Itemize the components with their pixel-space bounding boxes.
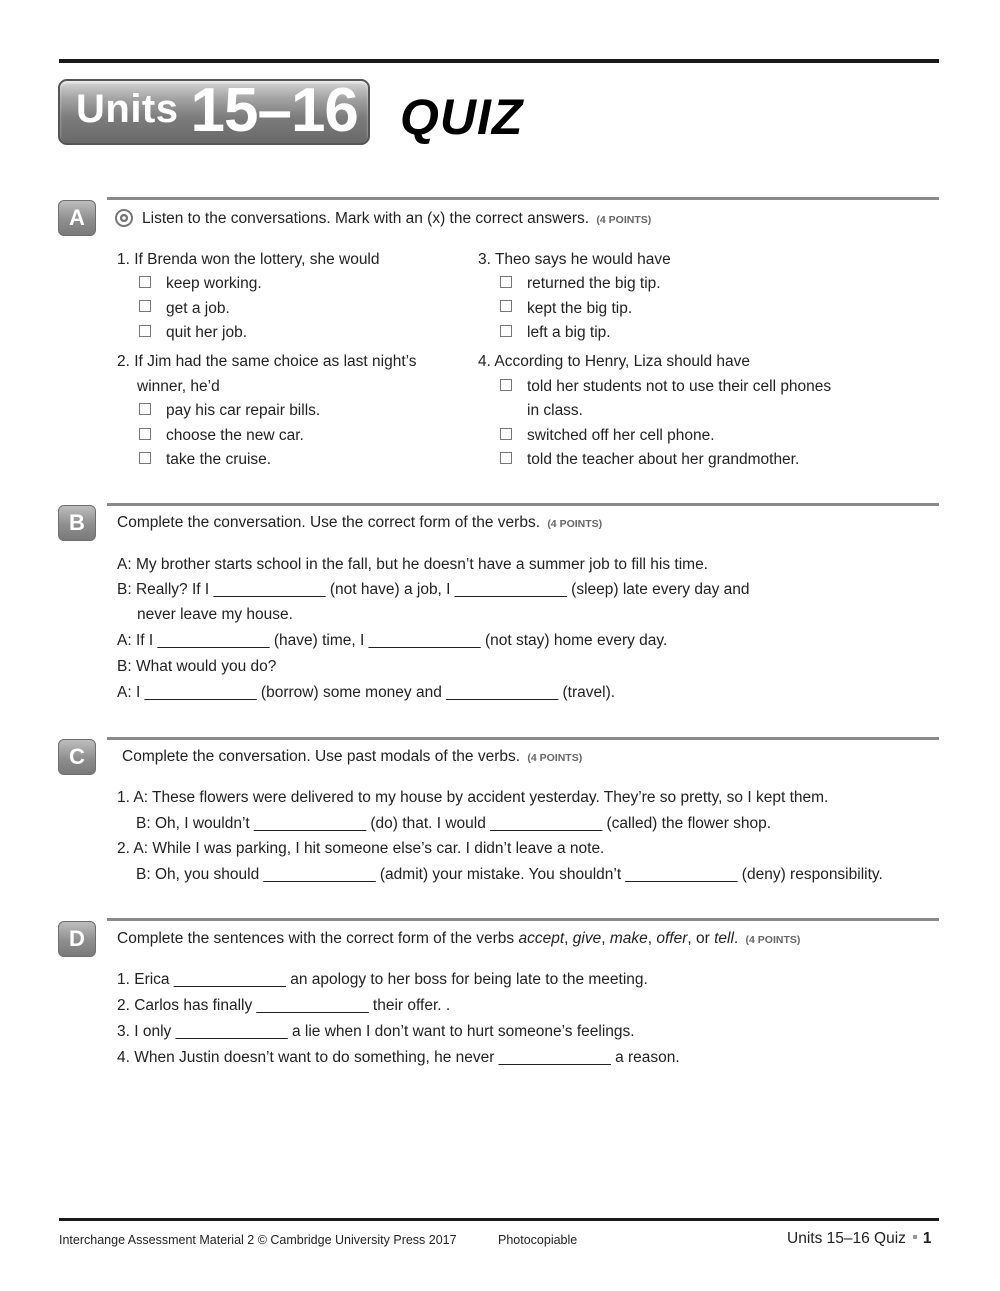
footer-photocopiable: Photocopiable: [498, 1233, 578, 1247]
checkbox[interactable]: [139, 276, 151, 288]
units-badge: [58, 75, 370, 145]
option-label: told her students not to use their cell phones: [527, 378, 832, 395]
question-a2-cont: winner, he’d: [137, 378, 220, 395]
option-label: pay his car repair bills.: [166, 402, 321, 419]
checkbox[interactable]: [139, 452, 151, 464]
option-label: returned the big tip.: [527, 275, 661, 292]
units-word: Units: [76, 86, 179, 131]
sentence-line: 4. When Justin doesn’t want to do something, he never _____________ a reason.: [117, 1049, 680, 1066]
separator-icon: [913, 1235, 917, 1239]
checkbox[interactable]: [500, 452, 512, 464]
section-b-rule: [107, 503, 939, 506]
section-a-instruction: Listen to the conversations. Mark with an (x) the correct answers. (4 POINTS): [142, 210, 652, 227]
option-label: quit her job.: [166, 324, 247, 341]
footer-page-label: Units 15–16 Quiz 1: [787, 1230, 932, 1247]
checkbox[interactable]: [500, 379, 512, 391]
checkbox[interactable]: [500, 300, 512, 312]
section-a-badge: A: [58, 200, 96, 236]
option-label: get a job.: [166, 300, 230, 317]
conversation-line: 1. A: These flowers were delivered to my house by accident yesterday. They’re so pretty, so I kept them.: [117, 789, 829, 806]
section-b-badge: B: [58, 505, 96, 541]
checkbox[interactable]: [139, 325, 151, 337]
option-label: choose the new car.: [166, 427, 304, 444]
section-d-instruction: Complete the sentences with the correct form of the verbs accept, give, make, offer, or tell. (4 POINTS): [117, 930, 801, 947]
conversation-line: B: Oh, you should _____________ (admit) your mistake. You shouldn’t _____________ (deny) responsibility.: [136, 866, 883, 883]
sentence-line: 2. Carlos has finally _____________ their offer. .: [117, 997, 451, 1014]
section-d-badge: D: [58, 921, 96, 957]
section-c-badge: C: [58, 739, 96, 775]
conversation-line: 2. A: While I was parking, I hit someone else’s car. I didn’t leave a note.: [117, 840, 605, 857]
footer-copyright: Interchange Assessment Material 2 © Cambridge University Press 2017: [59, 1233, 457, 1247]
section-c-rule: [107, 737, 939, 740]
checkbox[interactable]: [139, 403, 151, 415]
units-number: 15–16: [190, 75, 358, 145]
checkbox[interactable]: [500, 276, 512, 288]
checkbox[interactable]: [500, 325, 512, 337]
conversation-line: A: My brother starts school in the fall, but he doesn’t have a summer job to fill his time.: [117, 556, 708, 573]
section-a-rule: [107, 197, 939, 200]
conversation-line: A: I _____________ (borrow) some money and _____________ (travel).: [117, 684, 616, 701]
option-label: switched off her cell phone.: [527, 427, 715, 444]
top-rule: [59, 59, 939, 63]
checkbox[interactable]: [139, 428, 151, 440]
question-a1: 1. If Brenda won the lottery, she would: [117, 251, 380, 268]
option-label: kept the big tip.: [527, 300, 633, 317]
conversation-line: B: Oh, I wouldn’t _____________ (do) that. I would _____________ (called) the flower shop.: [136, 815, 772, 832]
page-title: QUIZ: [400, 89, 524, 145]
section-b-instruction: Complete the conversation. Use the correct form of the verbs. (4 POINTS): [117, 514, 603, 531]
sentence-line: 3. I only _____________ a lie when I don’t want to hurt someone’s feelings.: [117, 1023, 635, 1040]
section-c-instruction: Complete the conversation. Use past modals of the verbs. (4 POINTS): [122, 748, 583, 765]
question-a4: 4. According to Henry, Liza should have: [478, 353, 750, 370]
conversation-line: B: Really? If I _____________ (not have) a job, I _____________ (sleep) late every day and: [117, 581, 750, 598]
conversation-line: B: What would you do?: [117, 658, 277, 675]
conversation-line: A: If I _____________ (have) time, I _____________ (not stay) home every day.: [117, 632, 668, 649]
question-a3: 3. Theo says he would have: [478, 251, 671, 268]
question-a2: 2. If Jim had the same choice as last night’s: [117, 353, 417, 370]
option-label-cont: in class.: [527, 402, 583, 419]
checkbox[interactable]: [500, 428, 512, 440]
option-label: keep working.: [166, 275, 262, 292]
option-label: left a big tip.: [527, 324, 611, 341]
option-label: take the cruise.: [166, 451, 272, 468]
checkbox[interactable]: [139, 300, 151, 312]
option-label: told the teacher about her grandmother.: [527, 451, 800, 468]
sentence-line: 1. Erica _____________ an apology to her boss for being late to the meeting.: [117, 971, 648, 988]
conversation-line: never leave my house.: [137, 606, 293, 623]
footer-rule: [59, 1218, 939, 1221]
audio-icon[interactable]: [115, 209, 133, 227]
section-d-rule: [107, 918, 939, 921]
